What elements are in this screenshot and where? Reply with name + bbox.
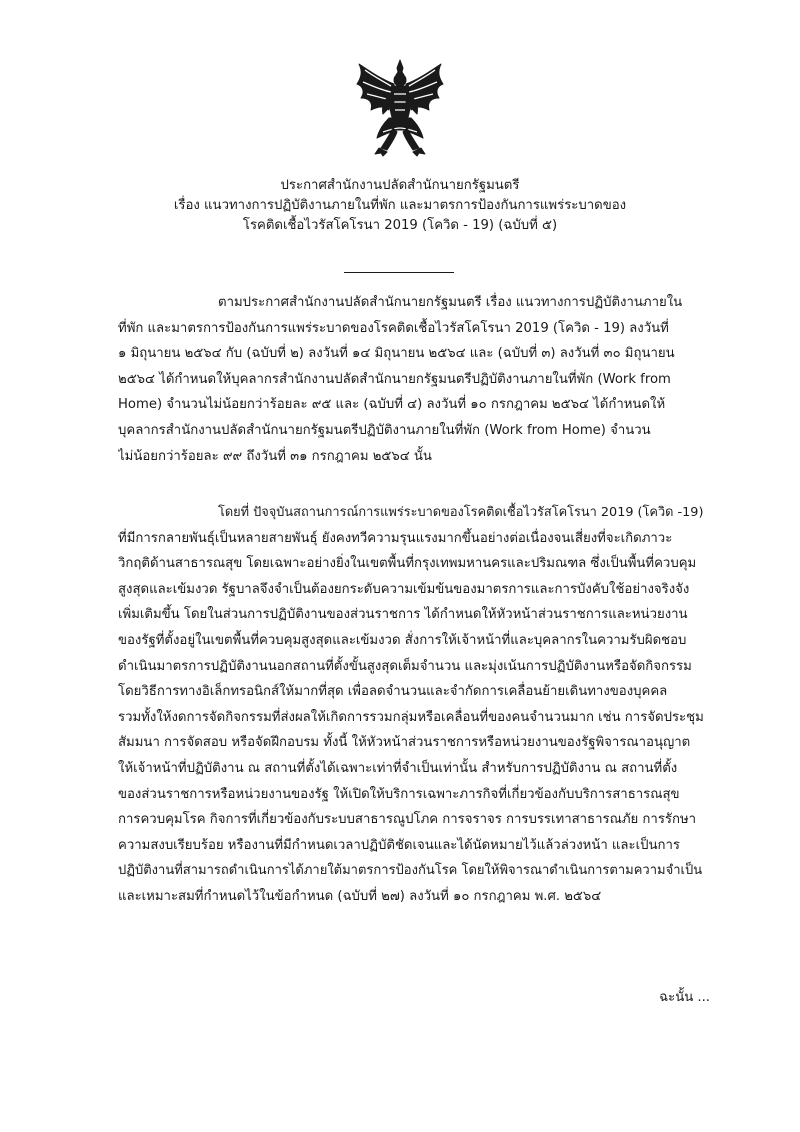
paragraph-line: ของส่วนราชการหรือหน่วยงานของรัฐ ให้เปิดให้บริการเฉพาะภารกิจที่เกี่ยวข้องกับบริการสาธารณสุข (118, 786, 680, 802)
paragraph-line: โดยที่ ปัจจุบันสถานการณ์การแพร่ระบาดของโรคติดเชื้อไวรัสโคโรนา 2019 (โควิด -19) (218, 505, 704, 520)
paragraph-line: ของรัฐที่ตั้งอยู่ในเขตพื้นที่ควบคุมสูงสุดและเข้มงวด สั่งการให้เจ้าหน้าที่และบุคลากรในความรับผิดชอบ (118, 632, 687, 648)
paragraph-line: วิกฤติด้านสาธารณสุข โดยเฉพาะอย่างยิ่งในเขตพื้นที่กรุงเทพมหานครและปริมณฑล ซึ่งเป็นพื้นที่ควบคุม (118, 556, 697, 572)
paragraph-line: ตามประกาศสำนักงานปลัดสำนักนายกรัฐมนตรี เรื่อง แนวทางการปฏิบัติงานภายใน (218, 295, 683, 310)
paragraph-line: ที่มีการกลายพันธุ์เป็นหลายสายพันธุ์ ยังคงทวีความรุนแรงมากขึ้นอย่างต่อเนื่องจนเสี่ยงที่จะเกิดภาวะ (118, 530, 673, 546)
paragraph-line: สัมมนา การจัดสอบ หรือจัดฝึกอบรม ทั้งนี้ ให้หัวหน้าส่วนราชการหรือหน่วยงานของรัฐพิจารณาอนุญาต (118, 735, 691, 751)
paragraph-line: ไม่น้อยกว่าร้อยละ ๙๙ ถึงวันที่ ๓๑ กรกฎาคม ๒๕๖๔ นั้น (118, 448, 432, 464)
paragraph-line: Home) จำนวนไม่น้อยกว่าร้อยละ ๙๕ และ (ฉบับที่ ๔) ลงวันที่ ๑๐ กรกฎาคม ๒๕๖๔ ได้กำหนดให้ (118, 397, 666, 413)
paragraph-line: ความสงบเรียบร้อย หรืองานที่มีกำหนดเวลาปฏิบัติชัดเจนและได้นัดหมายไว้แล้วล่วงหน้า และเป็นการ (118, 837, 680, 853)
subject-line-1: เรื่อง แนวทางการปฏิบัติงานภายในที่พัก และมาตรการป้องกันการแพร่ระบาดของ (173, 198, 627, 213)
paragraph-line: โดยวิธีการทางอิเล็กทรอนิกส์ให้มากที่สุด เพื่อลดจำนวนและจำกัดการเคลื่อนย้ายเดินทางของบุคคล (118, 684, 668, 700)
document-header (0, 176, 800, 236)
paragraph-line: บุคลากรสำนักงานปลัดสำนักนายกรัฐมนตรีปฏิบัติงานภายในที่พัก (Work from Home) จำนวน (118, 422, 651, 438)
paragraph-line: ที่พัก และมาตรการป้องกันการแพร่ระบาดของโรคติดเชื้อไวรัสโคโรนา 2019 (โควิด - 19) ลงวันที่ (118, 320, 669, 336)
paragraph-line: สูงสุดและเข้มงวด รัฐบาลจึงจำเป็นต้องยกระดับความเข้มข้นของมาตรการและการบังคับใช้อย่างจริงจัง (118, 581, 690, 597)
paragraph-line: ดำเนินมาตรการปฏิบัติงานนอกสถานที่ตั้งขั้นสูงสุดเต็มจำนวน และมุ่งเน้นการปฏิบัติงานหรือจัดกิจกรรม (118, 658, 692, 674)
paragraph-line: ๒๕๖๔ ได้กำหนดให้บุคลากรสำนักงานปลัดสำนักนายกรัฐมนตรีปฏิบัติงานภายในที่พัก (Work from (118, 371, 671, 387)
paragraph-line: ให้เจ้าหน้าที่ปฏิบัติงาน ณ สถานที่ตั้งได้เฉพาะเท่าที่จำเป็นเท่านั้น สำหรับการปฏิบัติงาน ณ สถานที่ตั้ง (118, 760, 678, 776)
paragraph-line: และเหมาะสมที่กำหนดไว้ในข้อกำหนด (ฉบับที่ ๒๗) ลงวันที่ ๑๐ กรกฎาคม พ.ศ. ๒๕๖๔ (118, 888, 602, 904)
paragraph-line: ๑ มิถุนายน ๒๕๖๔ กับ (ฉบับที่ ๒) ลงวันที่ ๑๔ มิถุนายน ๒๕๖๔ และ (ฉบับที่ ๓) ลงวันที่ ๓๐ มิถุนายน (118, 346, 675, 362)
paragraph-line: ปฏิบัติงานที่สามารถดำเนินการได้ภายใต้มาตรการป้องกันโรค โดยให้พิจารณาดำเนินการตามความจำเป็น (118, 863, 703, 879)
paragraph-line: เพิ่มเติมขึ้น โดยในส่วนการปฏิบัติงานของส่วนราชการ ได้กำหนดให้หัวหน้าส่วนราชการและหน่วยงาน (118, 607, 688, 623)
paragraph-line: รวมทั้งให้งดการจัดกิจกรรมที่ส่งผลให้เกิดการรวมกลุ่มหรือเคลื่อนที่ของคนจำนวนมาก เช่น การจัดประชุม (118, 709, 704, 725)
body-paragraph-2 (118, 500, 708, 910)
continuation-text: ฉะนั้น ... (659, 990, 710, 1005)
paragraph-line: การควบคุมโรค กิจการที่เกี่ยวข้องกับระบบสาธารณูปโภค การจราจร การบรรเทาสาธารณภัย การรักษา (118, 812, 697, 828)
body-paragraph-1 (118, 290, 708, 469)
subject-line-2: โรคติดเชื้อไวรัสโคโรนา 2019 (โควิด - 19) (ฉบับที่ ๕) (242, 218, 558, 233)
header-divider (344, 272, 454, 273)
garuda-emblem-icon (353, 58, 447, 158)
announcement-title: ประกาศสำนักงานปลัดสำนักนายกรัฐมนตรี (280, 178, 520, 193)
